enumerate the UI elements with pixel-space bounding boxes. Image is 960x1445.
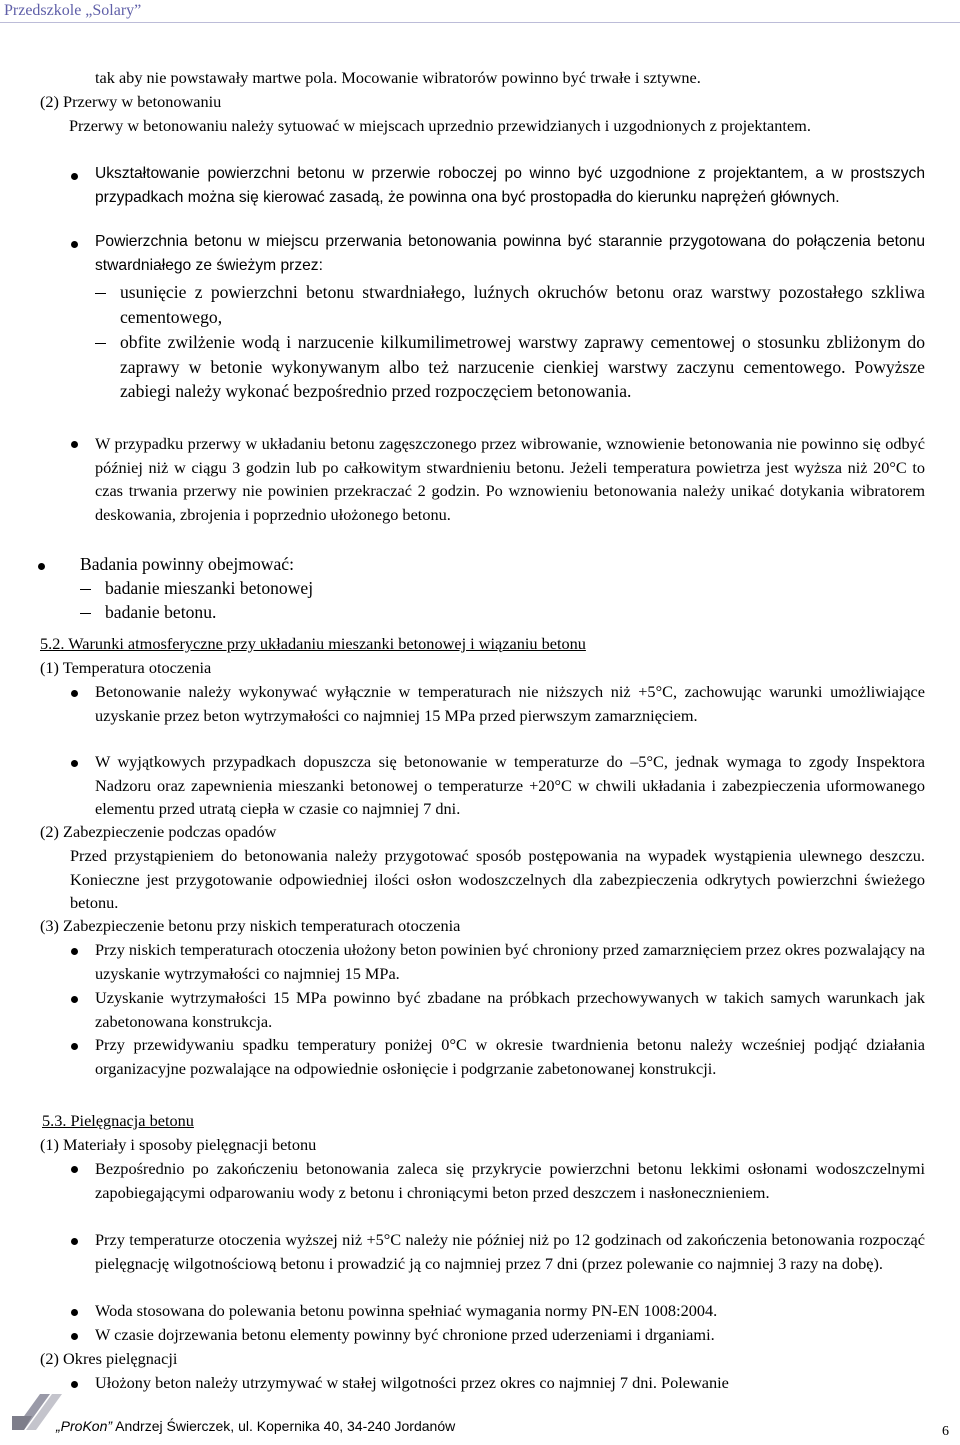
subheading: (1) Temperatura otoczenia	[40, 658, 212, 677]
dash-icon	[80, 589, 91, 590]
bullet-icon	[71, 1166, 78, 1173]
footer-address-text: Andrzej Świerczek, ul. Kopernika 40, 34-240 Jordanów	[112, 1418, 456, 1434]
bullet-icon	[71, 1333, 78, 1340]
list-item: badanie betonu.	[105, 602, 217, 622]
bullet-icon	[71, 241, 78, 248]
bullet-icon	[71, 441, 78, 448]
bullet-icon	[71, 173, 78, 180]
list-item: Badania powinny obejmować:	[80, 554, 295, 574]
section-heading: 5.3. Pielęgnacja betonu	[42, 1111, 194, 1130]
list-item: Betonowanie należy wykonywać wyłącznie w temperaturach nie niższych niż +5°C, zachowując warunki umożliwiające uzyskanie przez beton wytrzymałości co najmniej 15 MPa przed pierwszym zamarznięciem.	[95, 682, 925, 725]
list-item: Powierzchnia betonu w miejscu przerwania betonowania powinna być starannie przygotowana do połączenia betonu stwardniałego ze świeżym przez:	[95, 233, 925, 274]
list-item: W przypadku przerwy w układaniu betonu zagęszczonego przez wibrowanie, wznowienie betonowania nie powinno się odbyć później niż w ciągu 3 godzin lub po całkowitym stwardnieniu betonu. Jeżeli temperatura powietrza jest wyższa niż 20°C to czas trwania przerwy nie powinien przekraczać 2 godzin. Po wznowieniu betonowania należy unikać dotykania wibratorem deskowania, zbrojenia i poprzednio ułożonego betonu.	[95, 434, 925, 525]
bullet-icon	[71, 1381, 78, 1388]
list-item: Ukształtowanie powierzchni betonu w przerwie roboczej po winno być uzgodnione z projektantem, a w prostszych przypadkach można się kierować zasadą, że powinna ona być prostopadła do kierunku naprężeń głównych.	[95, 165, 925, 206]
list-item: badanie mieszanki betonowej	[105, 578, 314, 598]
paragraph: tak aby nie powstawały martwe pola. Mocowanie wibratorów powinno być trwałe i sztywne.	[95, 68, 701, 87]
dash-icon	[95, 293, 106, 294]
list-item: Uzyskanie wytrzymałości 15 MPa powinno być zbadane na próbkach przechowywanych w takich samych warunkach jak zabetonowana konstrukcja.	[95, 988, 925, 1031]
list-item: usunięcie z powierzchni betonu stwardniałego, luźnych okruchów betonu oraz warstwy pozostałego szkliwa cementowego,	[120, 282, 925, 327]
list-item: W wyjątkowych przypadkach dopuszcza się betonowanie w temperaturze do –5°C, jednak wymaga to zgody Inspektora Nadzoru oraz zapewnienia mieszanki betonowej o temperaturze +20°C w chwili układania i zabezpieczenia uformowanego elementu przed utratą ciepła w czasie co najmniej 7 dni.	[95, 752, 925, 819]
subheading: (2) Zabezpieczenie podczas opadów	[40, 822, 277, 841]
section-heading: 5.2. Warunki atmosferyczne przy układaniu mieszanki betonowej i wiązaniu betonu	[40, 634, 586, 653]
bullet-icon	[38, 563, 45, 570]
list-item: Woda stosowana do polewania betonu powinna spełniać wymagania normy PN-EN 1008:2004.	[95, 1301, 718, 1320]
bullet-icon	[71, 948, 78, 955]
footer-brand: „ProKon”	[56, 1418, 113, 1434]
list-item: Przy niskich temperaturach otoczenia ułożony beton powinien być chroniony przed zamarznięciem przez okres pozwalający na uzyskanie wytrzymałości co najmniej 15 MPa.	[95, 940, 925, 983]
list-item: Bezpośrednio po zakończeniu betonowania zaleca się przykrycie powierzchni betonu lekkimi osłonami wodoszczelnymi zapobiegającymi odparowaniu wody z betonu i chroniącymi beton przed deszczem i nasłonecznieniem.	[95, 1159, 925, 1202]
paragraph: Przed przystąpieniem do betonowania należy przygotować sposób postępowania na wypadek wystąpienia ulewnego deszczu. Konieczne jest przygotowanie odpowiedniej ilości osłon wodoszczelnych dla zabezpieczenia odkrytych powierzchni świeżego betonu.	[70, 846, 925, 913]
subheading: (2) Przerwy w betonowaniu	[40, 92, 222, 111]
subheading: (1) Materiały i sposoby pielęgnacji betonu	[40, 1135, 317, 1154]
subheading: (2) Okres pielęgnacji	[40, 1349, 178, 1368]
paragraph: Przerwy w betonowaniu należy sytuować w miejscach uprzednio przewidzianych i uzgodnionych z projektantem.	[69, 116, 811, 135]
list-item: W czasie dojrzewania betonu elementy powinny być chronione przed uderzeniami i drganiami.	[95, 1325, 715, 1344]
dash-icon	[95, 343, 106, 344]
bullet-icon	[71, 690, 78, 697]
page-number: 6	[942, 1424, 949, 1439]
document-header	[0, 0, 960, 22]
bullet-icon	[71, 760, 78, 767]
header-divider	[0, 22, 960, 23]
bullet-icon	[71, 1043, 78, 1050]
bullet-icon	[71, 996, 78, 1003]
list-item: obfite zwilżenie wodą i narzucenie kilkumilimetrowej warstwy zaprawy cementowej o stosunku zbliżonym do zaprawy w betonie wykonywanym albo też narzucenie cienkiej warstwy zaczynu cementowego. Powyższe zabiegi należy wykonać bezpośrednio przed rozpoczęciem betonowania.	[120, 332, 925, 401]
list-item: Przy temperaturze otoczenia wyższej niż +5°C należy nie później niż po 12 godzinach od zakończenia betonowania rozpocząć pielęgnację wilgotnościową betonu i prowadzić ją co najmniej przez 7 dni (przez polewanie co najmniej 3 razy na dobę).	[95, 1230, 925, 1273]
bullet-icon	[71, 1309, 78, 1316]
subheading: (3) Zabezpieczenie betonu przy niskich temperaturach otoczenia	[40, 916, 461, 935]
list-item: Przy przewidywaniu spadku temperatury poniżej 0°C w okresie twardnienia betonu należy wcześniej podjąć działania organizacyjne pozwalające na odpowiednie osłonięcie i podgrzanie zabetonowanej konstrukcji.	[95, 1035, 925, 1078]
bullet-icon	[71, 1238, 78, 1245]
list-item: Ułożony beton należy utrzymywać w stałej wilgotności przez okres co najmniej 7 dni. Polewanie	[95, 1373, 729, 1392]
document-title: Przedszkole „Solary”	[4, 2, 142, 19]
dash-icon	[80, 613, 91, 614]
footer-address	[56, 1418, 455, 1434]
